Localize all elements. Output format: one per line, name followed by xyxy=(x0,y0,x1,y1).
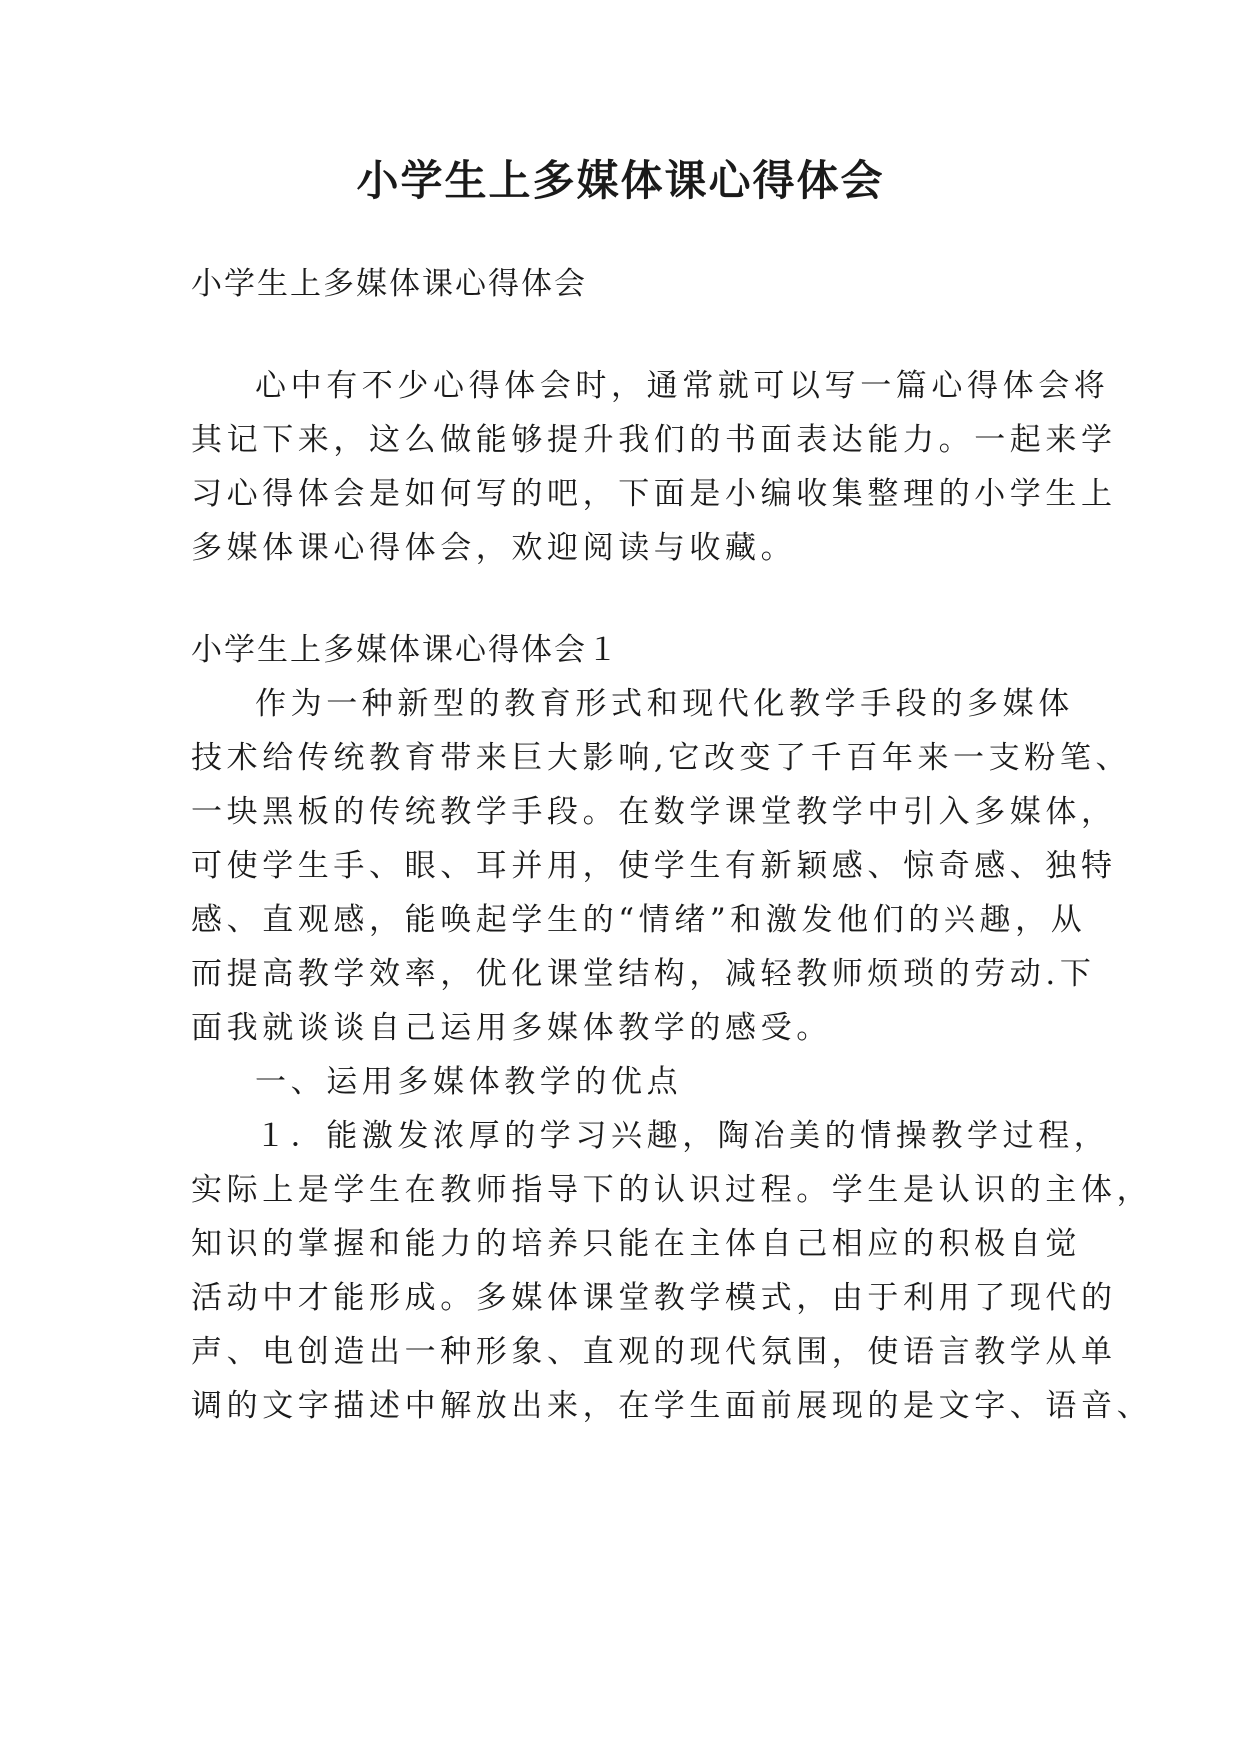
body-line: 实际上是学生在教师指导下的认识过程。学生是认识的主体， xyxy=(191,1172,1153,1208)
body-line: 活动中才能形成。多媒体课堂教学模式，由于利用了现代的 xyxy=(191,1280,1117,1316)
intro-line: 习心得体会是如何写的吧，下面是小编收集整理的小学生上 xyxy=(191,476,1117,512)
section-title: 小学生上多媒体课心得体会１ xyxy=(191,632,620,668)
intro-line: 其记下来，这么做能够提升我们的书面表达能力。一起来学 xyxy=(191,422,1117,458)
body-line: 知识的掌握和能力的培养只能在主体自己相应的积极自觉 xyxy=(191,1226,1081,1262)
intro-line: 心中有不少心得体会时，通常就可以写一篇心得体会将 xyxy=(255,368,1110,404)
body-line: 调的文字描述中解放出来，在学生面前展现的是文字、语音、 xyxy=(191,1388,1153,1424)
body-line: 声、电创造出一种形象、直观的现代氛围，使语言教学从单 xyxy=(191,1334,1117,1370)
body-line: 一块黑板的传统教学手段。在数学课堂教学中引入多媒体， xyxy=(191,794,1117,830)
body-line: 作为一种新型的教育形式和现代化教学手段的多媒体 xyxy=(255,686,1074,722)
body-line: 面我就谈谈自己运用多媒体教学的感受。 xyxy=(191,1010,832,1046)
body-line: 可使学生手、眼、耳并用，使学生有新颖感、惊奇感、独特 xyxy=(191,848,1117,884)
intro-line: 多媒体课心得体会，欢迎阅读与收藏。 xyxy=(191,530,797,566)
document-title: 小学生上多媒体课心得体会 xyxy=(356,156,885,205)
body-heading: 一、运用多媒体教学的优点 xyxy=(255,1064,683,1100)
body-line: １．能激发浓厚的学习兴趣，陶冶美的情操教学过程， xyxy=(255,1118,1110,1154)
body-line: 而提高教学效率，优化课堂结构，减轻教师烦琐的劳动.下 xyxy=(191,956,1096,992)
document-subtitle: 小学生上多媒体课心得体会 xyxy=(191,266,587,302)
body-line: 感、直观感，能唤起学生的“情绪”和激发他们的兴趣，从 xyxy=(191,902,1087,938)
body-line: 技术给传统教育带来巨大影响,它改变了千百年来一支粉笔、 xyxy=(191,740,1132,776)
